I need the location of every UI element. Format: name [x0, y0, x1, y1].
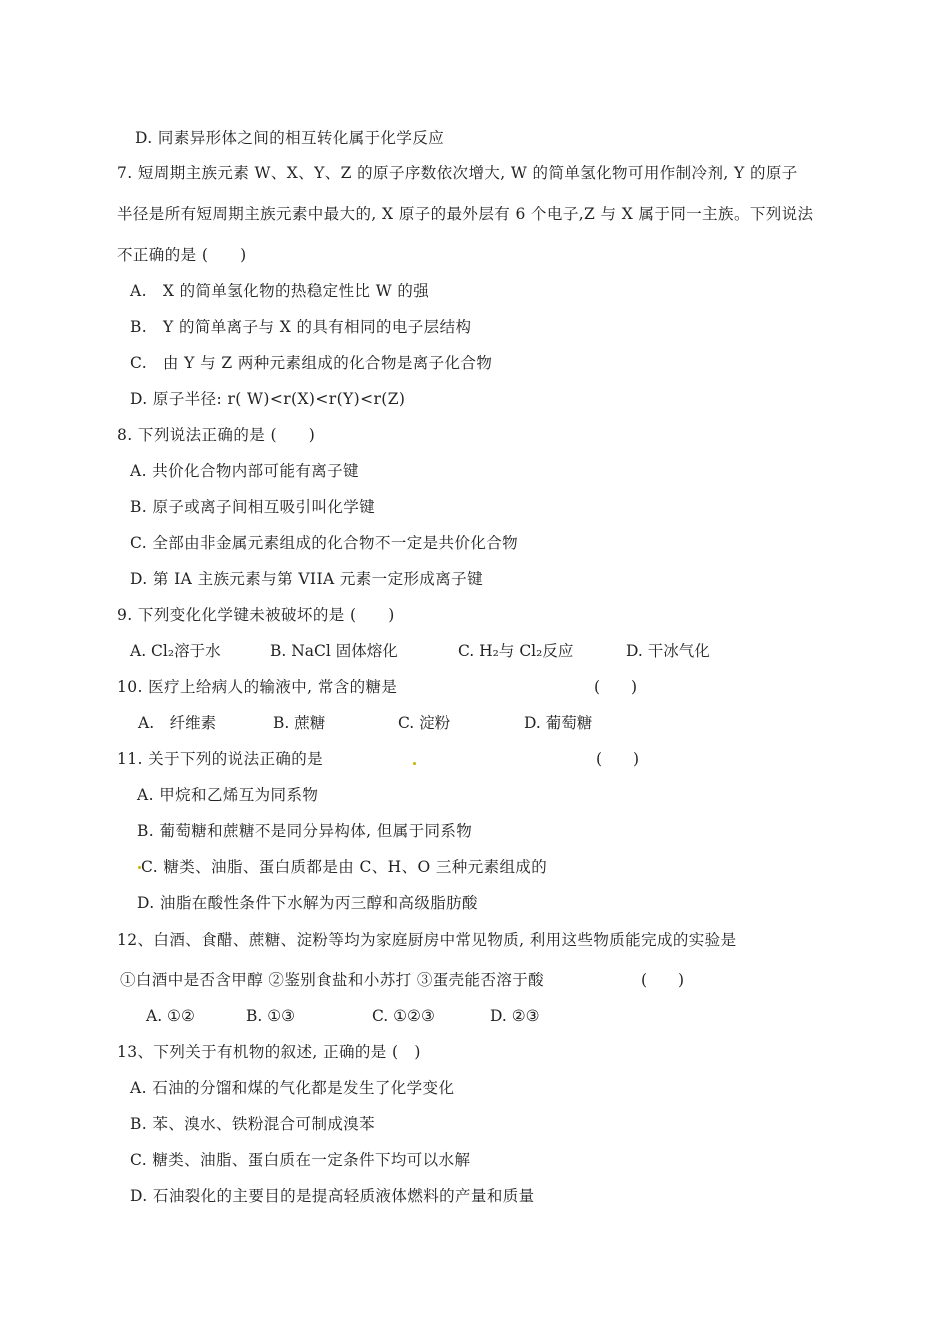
q13-option-a: A. 石油的分馏和煤的气化都是发生了化学变化 — [130, 1079, 455, 1097]
q13-option-b: B. 苯、溴水、铁粉混合可制成溴苯 — [130, 1115, 376, 1133]
q10-answer-paren: ( ) — [594, 678, 638, 696]
q11-option-a: A. 甲烷和乙烯互为同系物 — [137, 786, 319, 804]
q9-option-c: C. H₂与 Cl₂反应 — [458, 642, 574, 660]
q6-option-d: D. 同素异形体之间的相互转化属于化学反应 — [135, 129, 445, 147]
q12-option-a: A. ①② — [146, 1007, 195, 1025]
q12-answer-paren: ( ) — [641, 971, 685, 989]
q7-stem-line2: 半径是所有短周期主族元素中最大的, X 原子的最外层有 6 个电子,Z 与 X 属于同一主族。下列说法 — [117, 205, 814, 223]
q9-option-b: B. NaCl 固体熔化 — [270, 642, 398, 660]
q10-option-d: D. 葡萄糖 — [524, 714, 593, 732]
q7-stem-line1: 7. 短周期主族元素 W、X、Y、Z 的原子序数依次增大, W 的简单氢化物可用作制冷剂, Y 的原子 — [117, 164, 798, 182]
q13-option-c: C. 糖类、油脂、蛋白质在一定条件下均可以水解 — [130, 1151, 471, 1169]
q11-option-b: B. 葡萄糖和蔗糖不是同分异构体, 但属于同系物 — [137, 822, 473, 840]
q8-option-c: C. 全部由非金属元素组成的化合物不一定是共价化合物 — [130, 534, 519, 552]
q12-option-b: B. ①③ — [246, 1007, 296, 1025]
q9-option-a: A. Cl₂溶于水 — [130, 642, 221, 660]
q11-answer-paren: ( ) — [596, 750, 640, 768]
q10-option-b: B. 蔗糖 — [273, 714, 326, 732]
stray-mark — [413, 762, 416, 765]
q8-option-b: B. 原子或离子间相互吸引叫化学键 — [130, 498, 376, 516]
q12-option-c: C. ①②③ — [372, 1007, 435, 1025]
q13-stem: 13、下列关于有机物的叙述, 正确的是 ( ) — [117, 1043, 421, 1061]
q13-option-d: D. 石油裂化的主要目的是提高轻质液体燃料的产量和质量 — [130, 1187, 535, 1205]
q8-option-a: A. 共价化合物内部可能有离子键 — [130, 462, 359, 480]
q8-stem: 8. 下列说法正确的是 ( ) — [117, 426, 316, 444]
q7-option-b: B. Y 的简单离子与 X 的具有相同的电子层结构 — [130, 318, 472, 336]
q12-stem: 12、白酒、食醋、蔗糖、淀粉等均为家庭厨房中常见物质, 利用这些物质能完成的实验是 — [117, 931, 737, 949]
q11-option-c: C. 糖类、油脂、蛋白质都是由 C、H、O 三种元素组成的 — [141, 858, 548, 876]
q10-option-c: C. 淀粉 — [398, 714, 451, 732]
q12-option-d: D. ②③ — [490, 1007, 540, 1025]
q9-option-d: D. 干冰气化 — [626, 642, 710, 660]
q11-stem: 11. 关于下列的说法正确的是 — [117, 750, 324, 768]
q7-option-d: D. 原子半径: r( W)<r(X)<r(Y)<r(Z) — [130, 390, 406, 408]
q10-option-a: A. 纤维素 — [138, 714, 217, 732]
q7-option-a: A. X 的简单氢化物的热稳定性比 W 的强 — [130, 282, 430, 300]
q10-stem: 10. 医疗上给病人的输液中, 常含的糖是 — [117, 678, 398, 696]
q11-option-d: D. 油脂在酸性条件下水解为丙三醇和高级脂肪酸 — [137, 894, 478, 912]
q12-items: ①白酒中是否含甲醇 ②鉴别食盐和小苏打 ③蛋壳能否溶于酸 — [120, 971, 545, 989]
q9-stem: 9. 下列变化化学键未被破坏的是 ( ) — [117, 606, 395, 624]
q7-stem-line3: 不正确的是 ( ) — [117, 246, 247, 264]
q7-option-c: C. 由 Y 与 Z 两种元素组成的化合物是离子化合物 — [130, 354, 493, 372]
q8-option-d: D. 第 IA 主族元素与第 VIIA 元素一定形成离子键 — [130, 570, 483, 588]
